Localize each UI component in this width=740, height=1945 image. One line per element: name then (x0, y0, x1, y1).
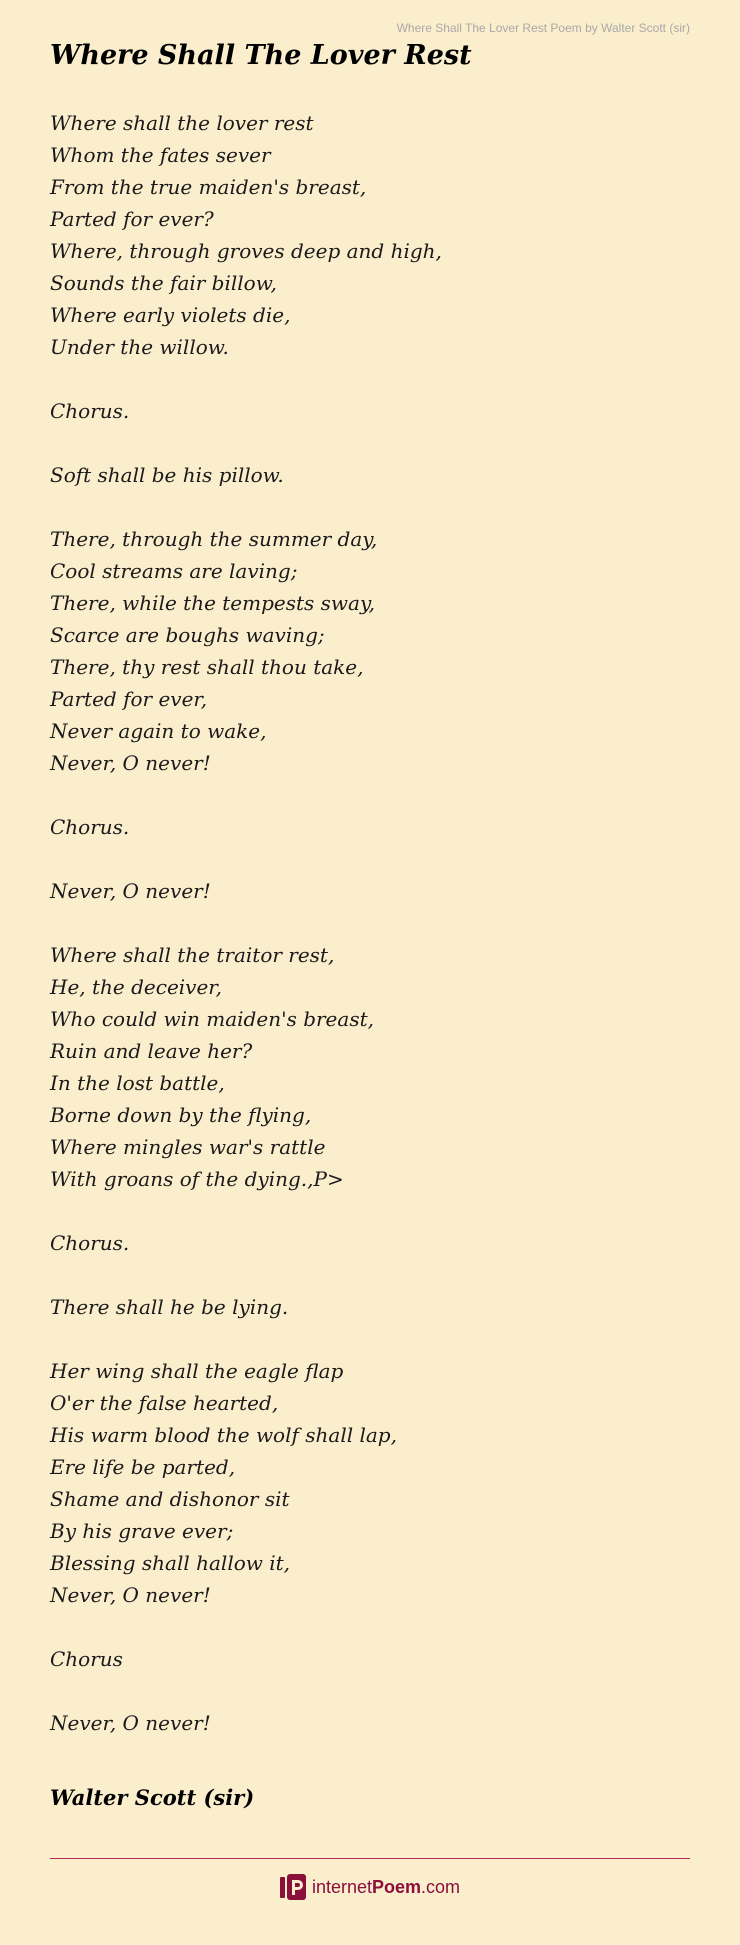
stanza-break (50, 779, 690, 811)
stanza-break (50, 843, 690, 875)
header-caption: Where Shall The Lover Rest Poem by Walter Scott (sir) (396, 21, 690, 35)
poem-line: Scarce are boughs waving; (50, 623, 325, 647)
poem-line: Parted for ever, (50, 687, 208, 711)
poem-line: O'er the false hearted, (50, 1391, 279, 1415)
stanza-break (50, 1323, 690, 1355)
poem-line: There, while the tempests sway, (50, 591, 375, 615)
poem-line: Cool streams are laving; (50, 559, 298, 583)
poem-line: Sounds the fair billow, (50, 271, 277, 295)
internetpoem-logo-icon (280, 1874, 306, 1900)
poem-body (50, 107, 690, 1739)
poem-line: There shall he be lying. (50, 1295, 289, 1319)
poem-line: Blessing shall hallow it, (50, 1551, 291, 1575)
poem-line: Never, O never! (50, 751, 211, 775)
poem-line: Chorus (50, 1647, 123, 1671)
logo-text-com: .com (421, 1877, 461, 1897)
poem-line: Where shall the lover rest (50, 111, 314, 135)
poem-line: Chorus. (50, 399, 130, 423)
stanza-break (50, 427, 690, 459)
poem-line: Chorus. (50, 815, 130, 839)
poem-line: There, thy rest shall thou take, (50, 655, 364, 679)
poem-line: Borne down by the flying, (50, 1103, 312, 1127)
stanza-break (50, 1195, 690, 1227)
poem-line: He, the deceiver, (50, 975, 223, 999)
poem-line: Ere life be parted, (50, 1455, 236, 1479)
stanza-break (50, 491, 690, 523)
stanza-break (50, 907, 690, 939)
stanza-break (50, 363, 690, 395)
poem-line: Where, through groves deep and high, (50, 239, 442, 263)
poem-title: Where Shall The Lover Rest (50, 40, 472, 71)
footer-divider (50, 1858, 690, 1859)
poem-line: Parted for ever? (50, 207, 214, 231)
logo-text-poem: Poem (372, 1877, 422, 1897)
poem-line: Soft shall be his pillow. (50, 463, 284, 487)
poem-line: Where mingles war's rattle (50, 1135, 326, 1159)
poem-line: His warm blood the wolf shall lap, (50, 1423, 397, 1447)
poem-line: Under the willow. (50, 335, 229, 359)
poem-line: Where shall the traitor rest, (50, 943, 335, 967)
site-logo-text (312, 1874, 460, 1900)
poem-line: In the lost battle, (50, 1071, 225, 1095)
poem-line: Never again to wake, (50, 719, 267, 743)
poem-line: Never, O never! (50, 1711, 211, 1735)
stanza-break (50, 1611, 690, 1643)
poem-line: With groans of the dying.,P> (50, 1167, 344, 1191)
poem-line: There, through the summer day, (50, 527, 378, 551)
poem-line: Ruin and leave her? (50, 1039, 253, 1063)
poem-line: Never, O never! (50, 879, 211, 903)
poem-line: Where early violets die, (50, 303, 291, 327)
poem-line: Who could win maiden's breast, (50, 1007, 374, 1031)
poem-line: Whom the fates sever (50, 143, 271, 167)
logo-text-internet: internet (311, 1877, 372, 1897)
poem-line: By his grave ever; (50, 1519, 234, 1543)
stanza-break (50, 1259, 690, 1291)
stanza-break (50, 1675, 690, 1707)
poem-line: Shame and dishonor sit (50, 1487, 290, 1511)
poem-line: From the true maiden's breast, (50, 175, 367, 199)
site-logo[interactable] (0, 1870, 740, 1904)
poem-line: Chorus. (50, 1231, 130, 1255)
poem-line: Never, O never! (50, 1583, 211, 1607)
poem-line: Her wing shall the eagle flap (50, 1359, 344, 1383)
poem-author[interactable]: Walter Scott (sir) (50, 1785, 255, 1810)
